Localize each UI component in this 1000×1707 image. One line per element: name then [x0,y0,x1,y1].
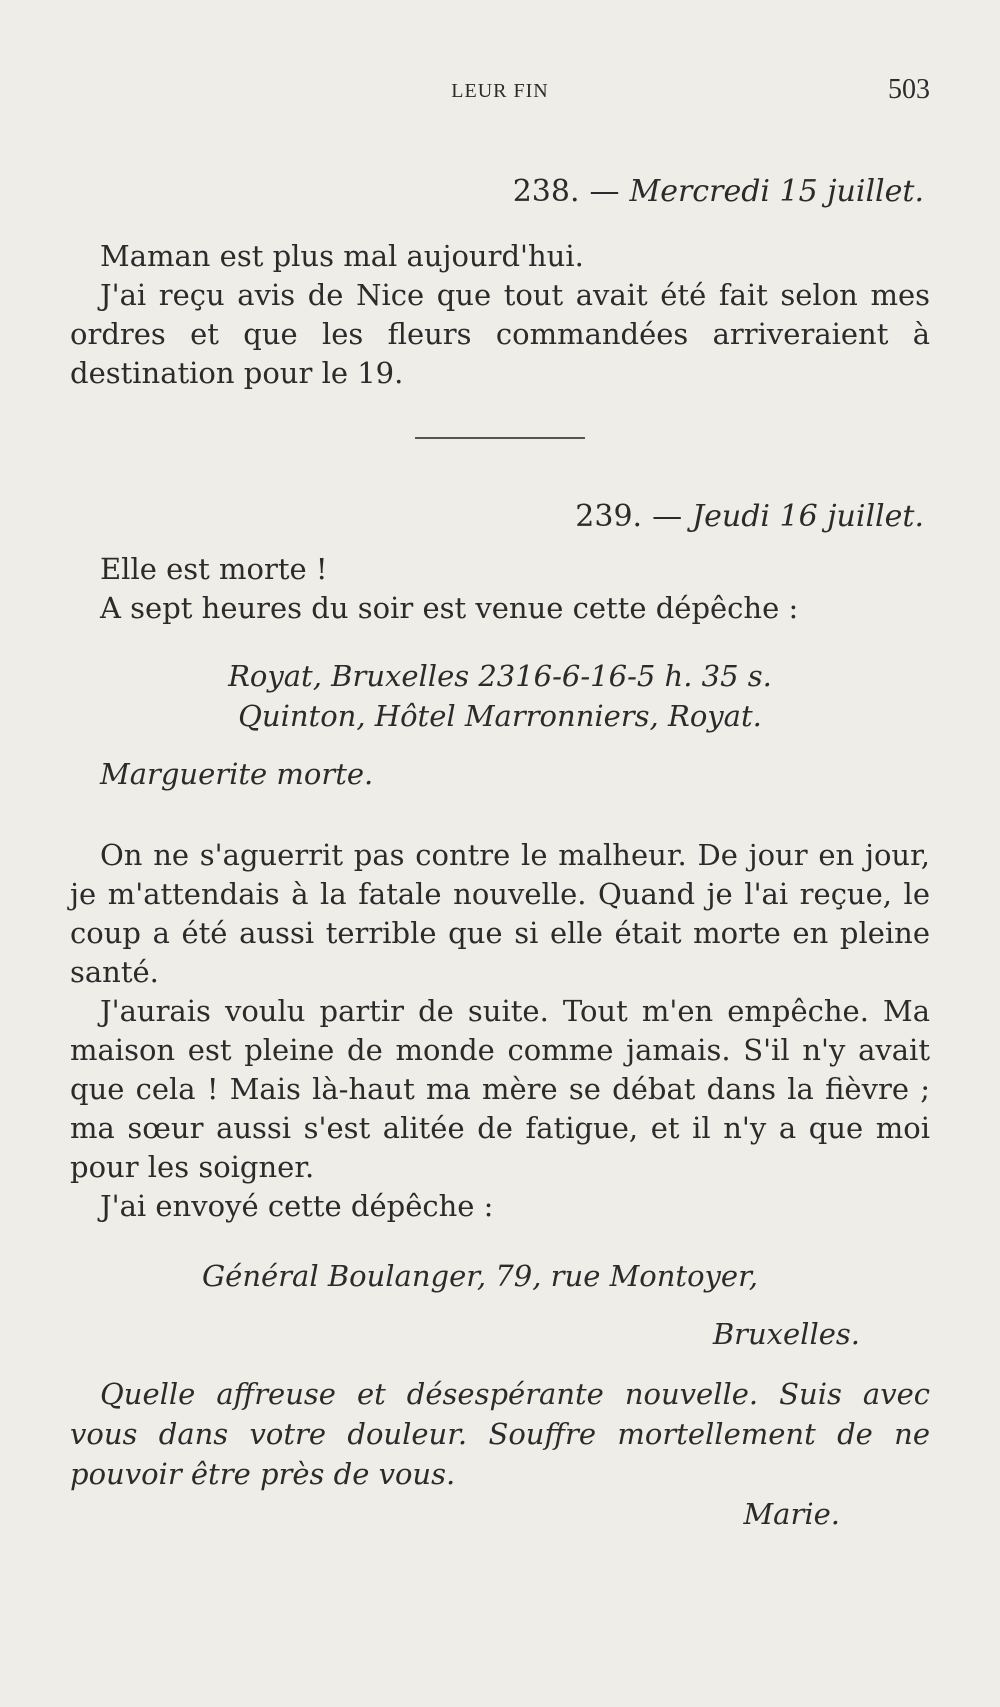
entry-date: Jeudi 16 juillet. [692,499,924,534]
telegram-message: Quelle affreuse et désespérante nouvelle. Suis avec vous dans votre douleur. Souffre mortellement de ne pouvoir être près de vous. [70,1377,930,1491]
paragraph: Elle est morte ! [100,552,328,586]
telegram-line: Bruxelles. [712,1317,860,1351]
running-title: LEUR FIN [451,80,549,102]
telegram-signature: Marie. [743,1497,840,1531]
paragraph: On ne s'aguerrit pas contre le malheur. De jour en jour, je m'attendais à la fatale nouvelle. Quand je l'ai reçue, le coup a été aussi terrible que si elle était morte en pleine santé. [70,838,930,989]
entry-238-heading [70,174,930,209]
paragraph: J'ai reçu avis de Nice que tout avait été fait selon mes ordres et que les fleurs commandées arriveraient à destination pour le 19. [70,278,930,390]
paragraph: Maman est plus mal aujourd'hui. [100,239,584,273]
entry-dash: — [589,174,620,209]
telegram-message: Marguerite morte. [100,757,374,791]
paragraph: J'ai envoyé cette dépêche : [100,1189,494,1223]
telegram-line: Général Boulanger, 79, rue Montoyer, [202,1259,758,1293]
telegram-line: Royat, Bruxelles 2316-6-16-5 h. 35 s. [228,659,772,693]
section-separator [415,437,585,439]
entry-238-body [70,237,930,393]
entry-date: Mercredi 15 juillet. [629,174,924,209]
signature-line [70,1494,930,1534]
telegram-sent [70,1256,930,1534]
entry-number: 238. [512,174,580,209]
entry-239-intro [70,550,930,628]
page-number: 503 [888,74,930,105]
entry-dash: — [652,499,683,534]
entry-239-heading [70,499,930,534]
running-head [70,72,930,112]
paragraph: A sept heures du soir est venue cette dépêche : [100,591,799,625]
entry-number: 239. [575,499,643,534]
paragraph: J'aurais voulu partir de suite. Tout m'en empêche. Ma maison est pleine de monde comme jamais. S'il n'y avait que cela ! Mais là-haut ma mère se débat dans la fièvre ; ma sœur aussi s'est alitée de fatigue, et il n'y a que moi pour les soigner. [70,994,930,1184]
telegram-received [70,656,930,794]
entry-239-main [70,836,930,1226]
telegram-line: Quinton, Hôtel Marronniers, Royat. [238,699,762,733]
